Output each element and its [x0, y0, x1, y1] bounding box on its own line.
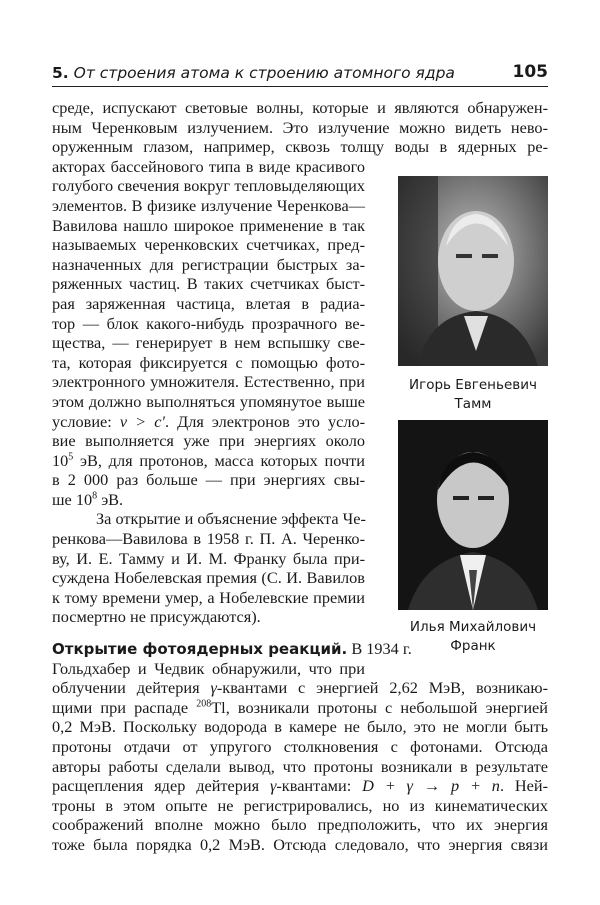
- section-heading-line: [52, 639, 412, 659]
- text-segment: Tl, возникали протоны с небольшой энергией: [211, 697, 548, 717]
- text-line: ренкова—Вавилова в 1958 г. П. А. Черенко-: [52, 529, 365, 549]
- text-line: ву, И. Е. Тамму и И. М. Франку была при-: [52, 548, 365, 568]
- text-segment: щими при распаде: [52, 697, 197, 717]
- text-line: [52, 412, 365, 432]
- section-heading: Открытие фотоядерных реакций.: [52, 640, 348, 659]
- caption-line: Франк: [450, 638, 496, 654]
- text-line: Вавилова нашло широкое применение в так: [52, 215, 365, 235]
- math-inline: γ: [210, 678, 217, 698]
- text-segment: -квантами:: [276, 776, 363, 796]
- text-line: тоже была порядка 0,2 МэВ. Отсюда следовало, что энергия связи: [52, 834, 548, 854]
- text-line: За открытие и объяснение эффекта Че-: [96, 509, 366, 529]
- text-line: электронного умножителя. Естественно, при: [52, 372, 365, 392]
- text-line: троны в этом опыте не регистрировались, но из кинематических: [52, 795, 548, 815]
- text-line: посмертно не присуждаются).: [52, 607, 261, 627]
- text-line: соображений вполне можно было предположить, что их энергия: [52, 815, 548, 835]
- chapter-title: [52, 64, 455, 82]
- text-line: суждена Нобелевская премия (С. И. Вавилов: [52, 568, 365, 588]
- text-segment: В 1934 г.: [347, 639, 412, 659]
- text-line: [52, 698, 548, 718]
- superscript: 8: [92, 490, 98, 502]
- text-line: голубого свечения вокруг тепловыделяющих: [52, 176, 365, 196]
- superscript: 5: [68, 451, 74, 463]
- text-line: Гольдхабер и Чедвик обнаружили, что при: [52, 658, 365, 678]
- text-segment: расщепления ядер дейтерия: [52, 776, 270, 796]
- text-line: называемых черенковских счетчиках, пред-: [52, 235, 365, 255]
- text-line: ряженных частиц. В таких счетчиках быст-: [52, 274, 365, 294]
- text-segment: . Ней-: [499, 776, 549, 796]
- portrait-photo-frank: [398, 420, 548, 610]
- caption-line: Игорь Евгеньевич: [409, 377, 537, 393]
- text-segment: эВ.: [97, 489, 124, 509]
- text-line: рая заряженная частица, влетая в радиа-: [52, 293, 365, 313]
- text-line: [52, 776, 548, 796]
- text-line: [52, 451, 365, 471]
- text-line: тор — блок какого-нибудь прозрачного ве-: [52, 313, 365, 333]
- text-line: 0,2 МэВ. Поскольку водорода в камере не было, это не могли быть: [52, 717, 548, 737]
- page-number: 105: [512, 62, 548, 82]
- caption-line: Тамм: [454, 396, 492, 412]
- text-segment: эВ, для протонов, масса которых почти: [73, 450, 365, 470]
- text-line: среде, испускают световые волны, которые и являются обнаружен-: [52, 98, 548, 117]
- figure-caption-frank: [388, 618, 558, 656]
- chapter-title-text: От строения атома к строению атомного ядра: [73, 64, 455, 82]
- running-header: [52, 62, 548, 87]
- text-segment: облучении дейтерия: [52, 678, 211, 698]
- text-line: элементов. В физике излучение Черенкова—: [52, 195, 365, 215]
- text-segment: 10: [52, 450, 69, 470]
- text-line: та, которая фиксируется с помощью фото-: [52, 352, 365, 372]
- text-line: вие выполняется уже при энергиях около: [52, 431, 365, 451]
- text-segment: условие:: [52, 411, 120, 431]
- text-line: [52, 490, 365, 510]
- math-inline: D + γ → p + n: [362, 776, 500, 796]
- text-line: щества, — генерирует в нем вспышку све-: [52, 333, 365, 353]
- text-line: к тому времени умер, а Нобелевские премии: [52, 587, 365, 607]
- text-line: оруженным глазом, например, сквозь толщу воды в ядерных ре-: [52, 137, 548, 157]
- caption-line: Илья Михайлович: [409, 619, 537, 635]
- superscript: 208: [196, 698, 212, 710]
- figure-caption-tamm: [388, 376, 558, 414]
- text-line: протоны отдачи от упругого столкновения с фотонами. Отсюда: [52, 737, 548, 756]
- portrait-photo-tamm: [398, 176, 548, 366]
- text-line: назначенных для регистрации быстрых за-: [52, 254, 365, 274]
- text-segment: ше 10: [52, 489, 93, 509]
- text-line: этом должно выполняться упомянутое выше: [52, 391, 365, 411]
- text-segment: . Для электронов это усло-: [165, 411, 366, 431]
- text-line: [52, 678, 548, 698]
- math-inline: v > c′: [119, 411, 165, 431]
- text-line: авторы работы сделали вывод, что протоны возникали в результате: [52, 756, 548, 776]
- text-line: акторах бассейнового типа в виде красивого: [52, 156, 365, 176]
- text-segment: -квантами с энергией 2,62 МэВ, возникаю-: [216, 678, 548, 698]
- text-line: в 2 000 раз больше — при энергиях свы-: [52, 470, 365, 490]
- chapter-number: 5.: [52, 64, 69, 82]
- text-line: ным Черенковым излучением. Это излучение можно видеть нево-: [52, 117, 548, 137]
- math-inline: γ: [269, 776, 277, 796]
